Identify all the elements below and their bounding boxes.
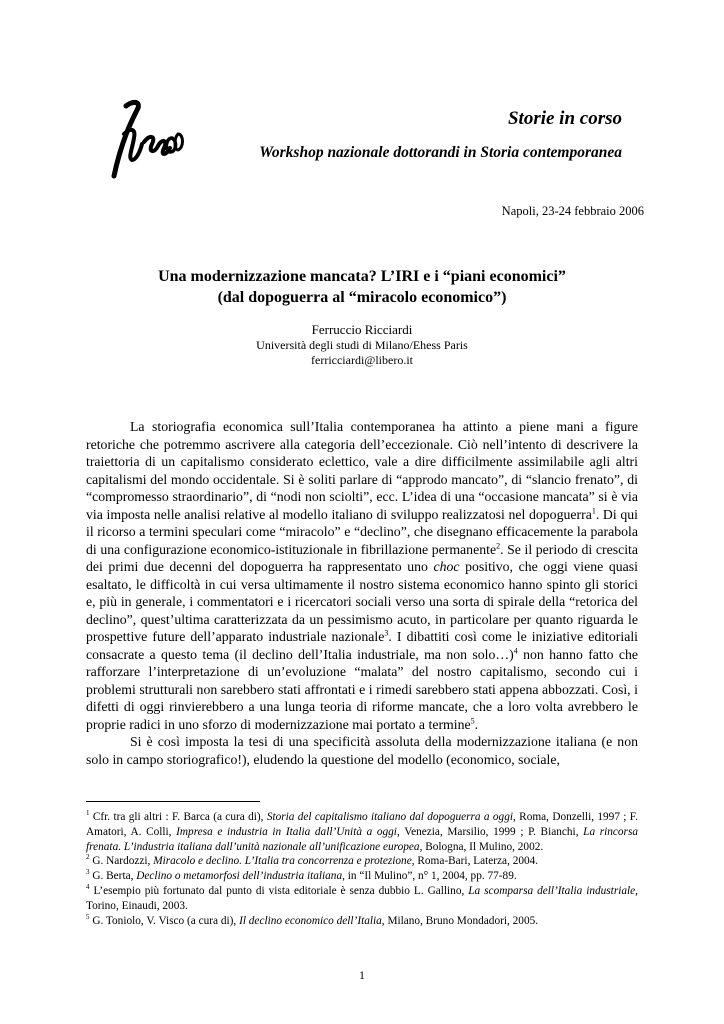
text-run: , Venezia, Marsilio, 1999 ; P. Bianchi, [396, 825, 584, 838]
text-run: positivo, che oggi viene quasi esaltato, le difficoltà in cui versa ultimamente il nostro sistema economico hanno spinto gli storici e, più in generale, i commentatori e i ricercatori sociali verso una sorta di spirale della “retorica del declino”, quest’ultima caratterizzata da un pessimismo acuto, in particolare per quanto riguarda le prospettive future dell’apparato industriale nazionale [86, 559, 638, 644]
text-run: . I dibattiti così come le iniziative editoriali consacrate a questo tema (il declino dell’Italia industriale, ma non solo…) [86, 629, 639, 662]
text-run-italic: La rincorsa frenata. L’industria italiana dall’unità nazionale all’unificazione europea [86, 825, 638, 853]
author-email: ferricciardi@libero.it [311, 353, 413, 367]
text-run: , Roma, Donzelli, 1997 ; F. Amatori, A. Colli, [86, 811, 638, 838]
paper-title [80, 266, 644, 308]
text-run: , Torino, Einaudi, 2003. [86, 884, 638, 912]
text-run-italic: Miracolo e declino. L’Italia tra concorrenza e protezione [153, 855, 412, 868]
workshop-title: Workshop nazionale dottorandi in Storia contemporanea [259, 144, 622, 161]
text-run: , Milano, Bruno Mondadori, 2005. [381, 914, 539, 927]
author-affiliation: Università degli studi di Milano/Ehess Paris [256, 338, 468, 352]
author-block [80, 322, 644, 368]
text-run: . [474, 716, 479, 732]
text-run: L’esempio più fortunato dal punto di vista editoriale è senza dubbio L. Gallino, [89, 884, 469, 897]
text-run: G. Nardozzi, [89, 855, 154, 868]
title-line-1: Una modernizzazione mancata? L’IRI e i “piani economici” [158, 268, 566, 285]
text-run-italic: Impresa e industria in Italia dall’Unità a oggi [176, 825, 397, 838]
text-run-italic: choc [433, 559, 460, 574]
text-run-italic: Il declino economico dell’Italia [239, 914, 382, 927]
text-run-italic: La scomparsa dell’Italia industriale [468, 884, 636, 897]
footnote [86, 854, 638, 869]
paragraph: Si è così imposta la tesi di una specificità assoluta della modernizzazione italiana (e non solo in campo storiografico!), eludendo la questione del modello (economico, sociale, [86, 734, 638, 767]
author-name: Ferruccio Ricciardi [311, 322, 413, 337]
text-run: , in “Il Mulino”, n° 1, 2004, pp. 77-89. [342, 870, 517, 883]
footnote-ref[interactable]: 5 [470, 715, 475, 725]
footnote-ref[interactable]: 4 [513, 645, 518, 655]
series-title: Storie in corso [507, 108, 622, 129]
text-run: , Roma-Bari, Laterza, 2004. [411, 855, 539, 868]
text-run: , Bologna, Il Mulino, 2002. [419, 840, 544, 853]
footnote [86, 810, 638, 854]
title-line-2: (dal dopoguerra al “miracolo economico”) [217, 289, 507, 306]
paragraph [86, 418, 638, 733]
body-text [86, 418, 638, 768]
footnote [86, 884, 638, 914]
footnote-number: 3 [86, 868, 90, 877]
footnote-separator [86, 801, 260, 802]
text-run: Cfr. tra gli altri : F. Barca (a cura di), [89, 811, 267, 823]
footnote-number: 2 [86, 853, 90, 862]
footnote [86, 869, 638, 884]
footnote-ref[interactable]: 1 [591, 505, 596, 515]
place-date: Napoli, 23-24 febbraio 2006 [501, 204, 644, 218]
footnote [86, 914, 638, 929]
footnote-ref[interactable]: 3 [384, 628, 389, 638]
footnote-number: 1 [86, 809, 90, 818]
footnotes [86, 810, 638, 928]
text-run: G. Berta, [89, 870, 137, 883]
footnote-number: 4 [86, 883, 90, 892]
text-run: . Se il periodo di crescita dei primi due decenni del dopoguerra ha rappresentato uno [86, 541, 638, 574]
sissco-logo [104, 98, 186, 182]
text-run: non hanno fatto che rafforzare l’interpretazione di un’evoluzione “malata” del nostro capitalismo, secondo cui i problemi strutturali non sarebbero stati affrontati e i rimedi sarebbero stati appena abbozzati. Così, i difetti di oggi rinvierebbero a una lunga teoria di riforme mancate, che a loro volta avrebbero le proprie radici in uno sforzo di modernizzazione mai portato a termine [86, 646, 638, 732]
page-number: 1 [359, 968, 365, 982]
text-run-italic: Declino o metamorfosi dell’industria italiana [136, 870, 343, 883]
text-run: La storiografia economica sull’Italia contemporanea ha attinto a piene mani a figure retoriche che potremmo ascrivere alla categoria dell’eccezionale. Ciò nell’intento di descrivere la traiettoria di un capitalismo considerato eclettico, vale a dire difficilmente assimilabile agli altri capitalismi del mondo occidentale. Si è soliti parlare di “approdo mancato”, di “slancio frenato”, di “compromesso straordinario”, di “nodi non sciolti”, ecc. L’idea di una “occasione mancata” si è via via imposta nelle analisi relative al modello italiano di sviluppo realizzatosi nel dopoguerra [86, 419, 638, 522]
text-run: . Di qui il ricorso a termini speculari come “miracolo” e “declino”, che disegnano efficacemente la parabola di una configurazione economico-istituzionale in fibrillazione permanente [86, 506, 639, 557]
text-run: G. Toniolo, V. Visco (a cura di), [89, 914, 240, 927]
footnote-number: 5 [86, 912, 90, 921]
text-run-italic: Storia del capitalismo italiano dal dopoguerra a oggi [266, 811, 513, 823]
footnote-ref[interactable]: 2 [496, 540, 501, 550]
